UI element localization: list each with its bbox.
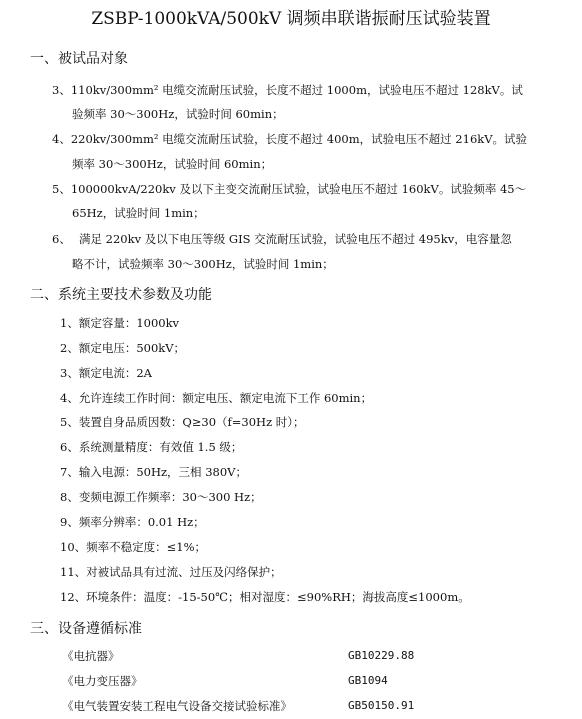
param-item: 3、额定电流：2A [60,366,152,380]
param-item: 10、频率不稳定度：≤1%； [60,540,207,554]
standard-code: GB1094 [348,674,388,687]
item-number: 3、 [52,83,71,97]
item-text: 100000kvA/220kv 及以下主变交流耐压试验，试验电压不超过 160kV。试验频率 45～ [70,182,527,196]
item-line [52,181,526,197]
section-heading-parameters: 二、系统主要技术参数及功能 [30,287,212,303]
param-item: 6、系统测量精度：有效值 1.5 级； [60,440,243,454]
param-item: 9、频率分辨率：0.01 Hz； [60,515,205,529]
section-heading-objects: 一、被试品对象 [30,51,128,67]
section-heading-standards: 三、设备遵循标准 [30,621,142,637]
item-number: 4、 [52,132,71,146]
item-line [52,231,512,247]
item-line-continuation: 略不计，试验频率 30～300Hz，试验时间 1min； [72,257,334,271]
item-line-continuation: 65Hz，试验时间 1min； [72,206,205,220]
item-number: 6、 [52,232,71,246]
standard-code: GB50150.91 [348,699,415,712]
item-number: 5、 [52,182,71,196]
param-item: 7、输入电源：50Hz，三相 380V； [60,465,247,479]
param-item: 1、额定容量：1000kv [60,316,180,330]
item-text: 110kv/300mm² 电缆交流耐压试验，长度不超过 1000m，试验电压不超过 128kV。试 [70,83,523,97]
standard-name: 《电抗器》 [62,649,120,663]
item-line [52,82,523,98]
standard-name: 《电气装置安装工程电气设备交接试验标准》 [62,699,292,713]
param-item: 4、允许连续工作时间：额定电压、额定电流下工作 60min； [60,391,373,405]
standard-name: 《电力变压器》 [62,674,143,688]
param-item: 11、对被试品具有过流、过压及闪络保护； [60,565,282,579]
item-text: 220kv/300mm² 电缆交流耐压试验，长度不超过 400m，试验电压不超过 216kV。试验 [70,132,528,146]
param-item: 8、变频电源工作频率：30～300 Hz； [60,490,262,504]
param-item: 5、装置自身品质因数：Q≥30（f=30Hz 时）； [60,415,305,429]
param-item: 12、环境条件：温度：-15-50℃；相对湿度：≤90%RH；海拔高度≤1000m。 [60,590,470,604]
item-line-continuation: 验频率 30～300Hz，试验时间 60min； [72,107,284,121]
item-text: 满足 220kv 及以下电压等级 GIS 交流耐压试验，试验电压不超过 495kv，电容量忽 [79,232,512,246]
document-title: ZSBP-1000kVA/500kV 调频串联谐振耐压试验装置 [91,9,491,29]
item-line-continuation: 频率 30～300Hz，试验时间 60min； [72,157,273,171]
standard-code: GB10229.88 [348,649,415,662]
param-item: 2、额定电压：500kV； [60,341,186,355]
item-line [52,131,527,147]
